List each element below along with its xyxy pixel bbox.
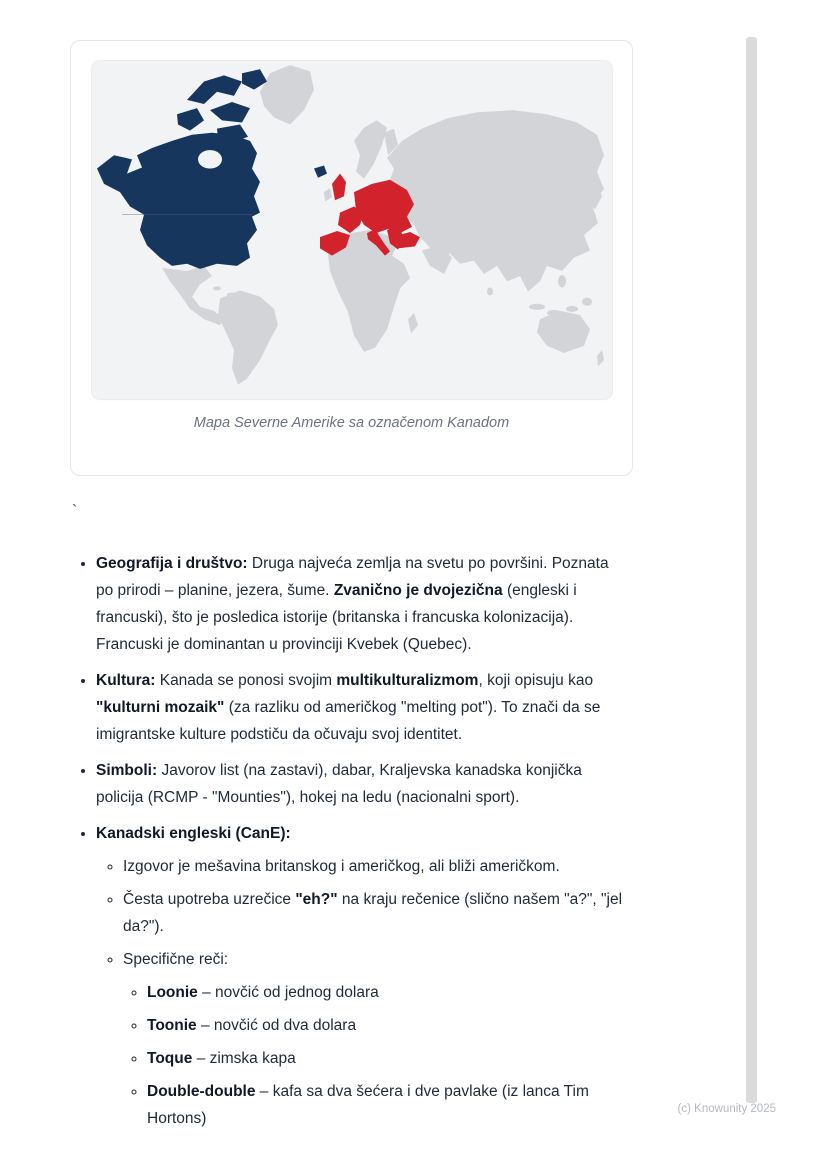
list-item-text: Loonie – novčić od jednog dolara — [147, 984, 379, 1001]
list-item — [123, 853, 630, 880]
list-item-text: Geografija i društvo: Druga najveća zemlja na svetu po površini. Poznata po prirodi – planine, jezera, šume. Zvanično je dvojezična (engleski i francuski), što je posledica istorije (britanska i francuska kolonizacija). Francuski je dominantan u provinciji Kvebek (Quebec). — [96, 555, 609, 653]
list-item — [96, 667, 630, 748]
figure-card — [70, 40, 633, 476]
list-item — [96, 757, 630, 811]
footer-copyright: (c) Knowunity 2025 — [677, 1103, 776, 1115]
list-item — [123, 946, 630, 1132]
list-item — [96, 820, 630, 1132]
list-item-text: Toonie – novčić od dva dolara — [147, 1017, 357, 1034]
list-item-text: Kanadski engleski (CanE): — [96, 825, 291, 842]
note-content — [70, 550, 630, 1141]
world-map — [92, 61, 612, 399]
figure-caption: Mapa Severne Amerike sa označenom Kanadom — [193, 415, 510, 431]
list-item — [147, 1012, 630, 1039]
map-frame — [92, 61, 612, 399]
scrollbar-thumb[interactable] — [746, 37, 757, 1103]
list-item — [123, 886, 630, 940]
list-item-text: Česta upotreba uzrečice "eh?" na kraju rečenice (slično našem "a?", "jel da?"). — [123, 891, 623, 935]
list-item — [147, 1045, 630, 1072]
stray-backtick: ` — [72, 503, 78, 520]
list-item — [96, 550, 630, 658]
list-item — [147, 979, 630, 1006]
list-item-text: Izgovor je mešavina britanskog i američkog, ali bliži američkom. — [123, 858, 560, 875]
list-item-text: Toque – zimska kapa — [147, 1050, 296, 1067]
list-item-text: Kultura: Kanada se ponosi svojim multikulturalizmom, koji opisuju kao "kulturni mozaik" (za razliku od američkog "melting pot"). To znači da se imigrantske kulture podstiču da očuvaju svoj identitet. — [96, 672, 601, 743]
list-item — [147, 1078, 630, 1132]
list-item-text: Simboli: Javorov list (na zastavi), dabar, Kraljevska kanadska konjička policija (RCMP - "Mounties"), hokej na ledu (nacionalni sport). — [96, 762, 582, 806]
list-item-text: Specifične reči: — [123, 951, 229, 968]
sub-sub-list — [123, 979, 630, 1132]
content-list — [70, 550, 630, 1132]
list-item-text: Double-double – kafa sa dva šećera i dve pavlake (iz lanca Tim Hortons) — [147, 1083, 589, 1127]
sub-list — [96, 853, 630, 1132]
hudson-bay — [198, 150, 222, 168]
